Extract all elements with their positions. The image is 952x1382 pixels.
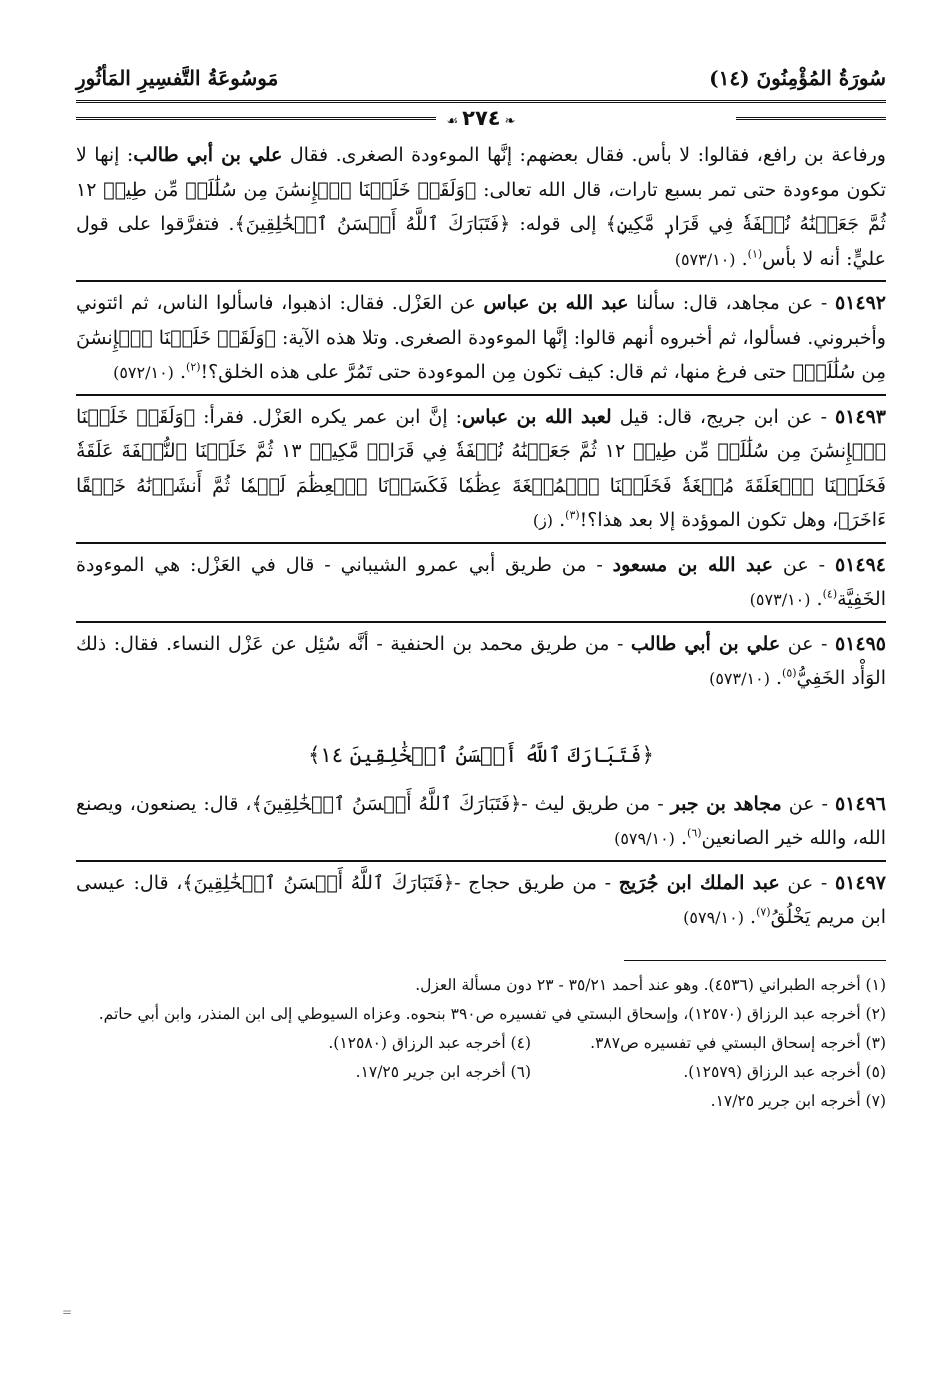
divider (76, 621, 886, 623)
entry-number: ٥١٤٩٢ (834, 292, 886, 314)
footnote-rule (624, 960, 886, 961)
entry-number: ٥١٤٩٦ (834, 792, 886, 815)
text-run: إلى قوله: (519, 213, 606, 235)
book-title: مَوسُوعَةُ التَّفسِيرِ المَأثُورِ (76, 66, 279, 90)
quran-quote: ﴿فَتَبَارَكَ ٱللَّهُ أَحۡسَنُ ٱلۡخَٰلِقِينَ﴾ (234, 213, 511, 235)
hadith-entry: ٥١٤٩٧ - عن عبد الملك ابن جُرَيج - من طريق حجاج -﴿فَتَبَارَكَ ٱللَّهُ أَحۡسَنُ ٱلۡخَٰلِقِينَ﴾، قال: عيسى ابن مريم يَخْلُقُ$^{(٧)}$. (٥٧٩/١٠) (76, 871, 886, 928)
quran-quote: ﴿وَلَقَدۡ خَلَقۡنَا ٱلۡإِنسَٰنَ مِن سُلَٰلَةٖ مِّن طِينٖ ١٢ ثُمَّ جَعَلۡنَٰهُ نُطۡفَةٗ فِي قَرَارٖ مَّكِينٖ ١٣ ثُمَّ خَلَقۡنَا ٱلنُّطۡفَةَ عَلَقَةٗ فَخَلَقۡنَا ٱلۡعَلَقَةَ مُضۡغَةٗ فَخَلَقۡنَا ٱلۡمُضۡغَةَ عِظَٰمٗا فَكَسَوۡنَا ٱلۡعِظَٰمَ لَحۡمٗا ثُمَّ أَنشَأۡنَٰهُ خَلۡقًا ءَاخَرَ﴾ (76, 405, 887, 531)
text-run: : إنَّ ابن عمر يكره العَزْل. فقرأ: (195, 405, 463, 428)
text-run: حتى فرغ منها، ثم قال: كيف تكون مِن الموءودة حتى تَمُرَّ على هذه الخلق؟! (200, 361, 793, 383)
ornament-icon: ❧ (504, 114, 516, 129)
corner-mark: = (62, 1305, 73, 1319)
reference: (ز) (532, 511, 554, 530)
footnote: (٦) أخرجه ابن جرير ١٧/٢٥. (355, 1062, 531, 1081)
text-run: . فتفرَّقوا على قول عليٍّ: أنه لا بأس (76, 213, 886, 270)
entry-number: ٥١٤٩٧ (834, 871, 886, 894)
text-run: : إنها لا تكون موءودة حتى تمر بسبع تارات، قال الله تعالى: (76, 144, 886, 201)
page-number-row (76, 106, 886, 130)
hadith-entry: ٥١٤٩٥ - عن علي بن أبي طالب - من طريق محمد بن الحنفية - أنَّه سُئِل عن عَزْل النساء. فقال: ذلك الوَأْد الخَفِيُّ$^{(٥)}$. (٥٧٣/١٠) (76, 632, 886, 689)
narrator-name: علي بن أبي طالب (630, 632, 781, 655)
footnote-marker: (١) (747, 247, 763, 261)
narrator-name: عبد الله بن عباس (483, 292, 629, 314)
narrator-name: عبد الله بن مسعود (612, 553, 774, 576)
footnote-marker: (٤) (822, 587, 838, 601)
verse-heading: ﴿فَتَبَارَكَ ٱللَّهُ أَحۡسَنُ ٱلۡخَٰلِقِينَ ١٤﴾ (308, 742, 654, 767)
footnotes (76, 971, 886, 1116)
header-rule (76, 100, 886, 103)
reference: (٥٧٣/١٠) (749, 590, 811, 609)
hadith-entry: ٥١٤٩٤ - عن عبد الله بن مسعود - من طريق أبي عمرو الشيباني - قال في العَزْل: هي الموءودة الخَفِيَّة$^{(٤)}$. (٥٧٣/١٠) (76, 553, 886, 610)
footnote-marker: (٥) (782, 666, 797, 680)
text-run: - عن (779, 871, 835, 894)
text-run: - من طريق أبي عمرو الشيباني - قال في العَزْل: هي الموءودة الخَفِيَّة (76, 553, 886, 610)
footnote: (٤) أخرجه عبد الرزاق (١٢٥٨٠). (328, 1033, 531, 1052)
page-body (76, 138, 886, 936)
text-run: ، وهل تكون الموؤدة إلا بعد هذا؟! (579, 509, 839, 531)
narrator-name: علي بن أبي طالب (133, 144, 283, 166)
reference: (٥٧٣/١٠) (709, 669, 770, 688)
quran-quote: ﴿وَلَقَدۡ خَلَقۡنَا ٱلۡإِنسَٰنَ مِن سُلَٰلَةٖ مِّن طِينٖ ١٢ ثُمَّ جَعَلۡنَٰهُ نُطۡفَةٗ فِي قَرَارٖ مَّكِينٖ﴾ (76, 178, 886, 235)
text-run: ورفاعة بن رافع، فقالوا: لا بأس. فقال بعضهم: إنَّها الموءودة الصغرى. فقال (289, 144, 886, 166)
footnote-marker: (٦) (687, 826, 702, 840)
divider (76, 394, 886, 396)
quran-quote: ﴿فَتَبَارَكَ ٱللَّهُ أَحۡسَنُ ٱلۡخَٰلِقِينَ﴾ (251, 792, 522, 815)
footnote: (٣) أخرجه إسحاق البستي في تفسيره ص٣٨٧. (590, 1033, 886, 1052)
reference: (٥٧٢/١٠) (113, 363, 174, 382)
paragraph-continued: ورفاعة بن رافع، فقالوا: لا بأس. فقال بعضهم: إنَّها الموءودة الصغرى. فقال علي بن أبي طالب: إنها لا تكون موءودة حتى تمر بسبع تارات، قال الله تعالى: ﴿وَلَقَدۡ خَلَقۡنَا ٱلۡإِنسَٰنَ مِن سُلَٰلَةٖ مِّن طِينٖ ١٢ ثُمَّ جَعَلۡنَٰهُ نُطۡفَةٗ فِي قَرَارٖ مَّكِينٖ﴾ إلى قوله: ﴿فَتَبَارَكَ ٱللَّهُ أَحۡسَنُ ٱلۡخَٰلِقِينَ﴾. فتفرَّقوا على قول عليٍّ: أنه لا بأس$^{(١)}$. (٥٧٣/١٠) (76, 144, 886, 270)
quran-quote: ﴿فَتَبَارَكَ ٱللَّهُ أَحۡسَنُ ٱلۡخَٰلِقِينَ﴾ (182, 871, 455, 894)
narrator-name: مجاهد بن جبر (670, 792, 782, 815)
entry-number: ٥١٤٩٥ (834, 632, 886, 655)
footnote-marker: (٢) (186, 360, 201, 374)
divider (76, 860, 886, 862)
book-page (76, 56, 886, 1116)
narrator-name: لعبد الله بن عباس (462, 405, 612, 428)
text-run: - عن (781, 792, 835, 815)
text-run: - من طريق حجاج - (454, 871, 619, 894)
footnote-marker: (٣) (565, 508, 580, 522)
footnote-row (76, 1058, 886, 1087)
text-run: - من طريق محمد بن الحنفية - أنَّه سُئِل عن عَزْل النساء. فقال: ذلك الوَأْد الخَفِيُّ (76, 632, 886, 689)
text-run: - عن (773, 553, 835, 576)
hadith-entry: ٥١٤٩٣ - عن ابن جريج، قال: قيل لعبد الله بن عباس: إنَّ ابن عمر يكره العَزْل. فقرأ: ﴿وَلَقَدۡ خَلَقۡنَا ٱلۡإِنسَٰنَ مِن سُلَٰلَةٖ مِّن طِينٖ ١٢ ثُمَّ جَعَلۡنَٰهُ نُطۡفَةٗ فِي قَرَارٖ مَّكِينٖ ١٣ ثُمَّ خَلَقۡنَا ٱلنُّطۡفَةَ عَلَقَةٗ فَخَلَقۡنَا ٱلۡعَلَقَةَ مُضۡغَةٗ فَخَلَقۡنَا ٱلۡمُضۡغَةَ عِظَٰمٗا فَكَسَوۡنَا ٱلۡعِظَٰمَ لَحۡمٗا ثُمَّ أَنشَأۡنَٰهُ خَلۡقًا ءَاخَرَ﴾، وهل تكون الموؤدة إلا بعد هذا؟!$^{(٣)}$. (ز) (76, 405, 887, 531)
text-run: - عن ابن جريج، قال: قيل (611, 405, 835, 428)
ornament-icon: ☙ (446, 114, 459, 129)
footnote: (٥) أخرجه عبد الرزاق (١٢٥٧٩). (683, 1062, 886, 1081)
divider (76, 542, 886, 544)
entry-number: ٥١٤٩٣ (834, 405, 886, 428)
text-run: - من طريق ليث - (521, 792, 671, 815)
text-run: ، قال: عيسى ابن مريم يَخْلُقُ (76, 871, 886, 928)
divider (76, 280, 886, 282)
text-run: - عن مجاهد، قال: سألنا (628, 292, 835, 314)
footnote: (١) أخرجه الطبراني (٤٥٣٦). وهو عند أحمد ٣٥/٢١ - ٢٣ دون مسألة العزل. (415, 975, 886, 994)
hadith-entry: ٥١٤٩٦ - عن مجاهد بن جبر - من طريق ليث -﴿فَتَبَارَكَ ٱللَّهُ أَحۡسَنُ ٱلۡخَٰلِقِينَ﴾، قال: يصنعون، ويصنع الله، والله خير الصانعين$^{(٦)}$. (٥٧٩/١٠) (76, 792, 886, 849)
text-run: ، قال: يصنعون، ويصنع الله، والله خير الصانعين (76, 792, 886, 849)
footnote-row (76, 1029, 886, 1058)
reference: (٥٧٣/١٠) (674, 249, 736, 269)
footnote: (٧) أخرجه ابن جرير ١٧/٢٥. (710, 1091, 886, 1110)
text-run: عن العَزْل. فقال: اذهبوا، فاسألوا الناس، ثم ائتوني وأخبروني. فسألوا، ثم أخبروه أنهم قالوا: إنَّها الموءودة الصغرى. وتلا هذه الآية: (76, 292, 886, 349)
page-number: ٢٧٤ (462, 106, 501, 130)
footnote: (٢) أخرجه عبد الرزاق (١٢٥٧٠)، وإسحاق البستي في تفسيره ص٣٩٠ بنحوه. وعزاه السيوطي إلى ابن المنذر، وابن أبي حاتم. (98, 1004, 886, 1023)
narrator-name: عبد الملك ابن جُرَيج (618, 871, 780, 894)
reference: (٥٧٩/١٠) (614, 829, 675, 848)
entry-number: ٥١٤٩٤ (834, 553, 886, 576)
hadith-entry: ٥١٤٩٢ - عن مجاهد، قال: سألنا عبد الله بن عباس عن العَزْل. فقال: اذهبوا، فاسألوا الناس، ثم ائتوني وأخبروني. فسألوا، ثم أخبروه أنهم قالوا: إنَّها الموءودة الصغرى. وتلا هذه الآية: ﴿وَلَقَدۡ خَلَقۡنَا ٱلۡإِنسَٰنَ مِن سُلَٰلَةٖ﴾ حتى فرغ منها، ثم قال: كيف تكون مِن الموءودة حتى تَمُرَّ على هذه الخلق؟!$^{(٢)}$. (٥٧٢/١٠) (76, 292, 886, 383)
surah-title: سُورَةُ المُؤْمِنُونَ (١٤) (709, 66, 886, 90)
quran-quote: ﴿وَلَقَدۡ خَلَقۡنَا ٱلۡإِنسَٰنَ مِن سُلَٰلَةٖ﴾ (76, 326, 886, 383)
footnote-marker: (٧) (756, 905, 771, 919)
reference: (٥٧٩/١٠) (683, 908, 744, 927)
text-run: - عن (780, 632, 835, 655)
page-header (76, 56, 886, 102)
page-number-block (76, 106, 886, 134)
